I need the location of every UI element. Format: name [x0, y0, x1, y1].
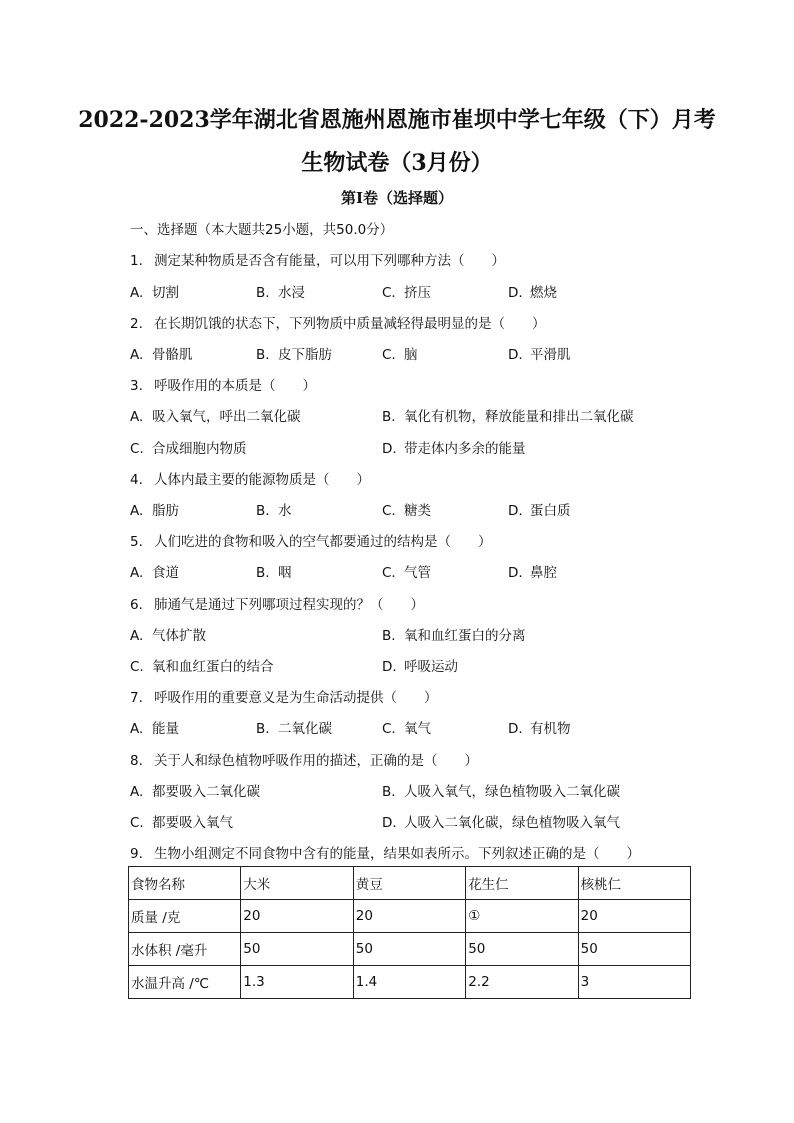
table-header-row: [129, 867, 691, 900]
question-text: 在长期饥饿的状态下，下列物质中质量减轻得最明显的是（ ）: [154, 316, 546, 332]
option-2d: D. 平滑肌: [508, 347, 571, 363]
question-number: 9.: [130, 846, 143, 862]
option-7a: A. 能量: [130, 721, 179, 737]
option-2a: A. 骨骼肌: [130, 347, 193, 363]
question-text: 关于人和绿色植物呼吸作用的描述，正确的是（ ）: [154, 753, 478, 769]
option-4b: B. 水: [256, 503, 292, 519]
question-number: 8.: [130, 753, 143, 769]
food-energy-table: [128, 866, 691, 999]
option-4d: D. 蛋白质: [508, 503, 571, 519]
table-cell: 大米: [241, 867, 353, 900]
question-number: 5.: [130, 534, 143, 550]
table-row: [129, 900, 691, 933]
option-7c: C. 氧气: [382, 721, 431, 737]
table-cell: 质量 /克: [129, 900, 241, 933]
question-text: 测定某种物质是否含有能量，可以用下列哪种方法（ ）: [154, 253, 505, 269]
question-number: 3.: [130, 378, 143, 394]
table-cell: 食物名称: [129, 867, 241, 900]
table-cell: 20: [353, 900, 465, 933]
question-5: [130, 530, 492, 550]
option-1a: A. 切割: [130, 285, 179, 301]
option-8a: A. 都要吸入二氧化碳: [130, 784, 260, 800]
question-text: 人体内最主要的能源物质是（ ）: [154, 472, 370, 488]
option-2b: B. 皮下脂肪: [256, 347, 332, 363]
question-4: [130, 468, 370, 488]
question-2: [130, 312, 546, 332]
option-5c: C. 气管: [382, 565, 431, 581]
question-text: 人们吃进的食物和吸入的空气都要通过的结构是（ ）: [154, 534, 492, 550]
option-6a: A. 气体扩散: [130, 628, 206, 644]
question-number: 1.: [130, 253, 143, 269]
table-cell: 20: [241, 900, 353, 933]
volume-heading: 第I卷（选择题）: [340, 189, 454, 207]
option-3b: B. 氧化有机物，释放能量和排出二氧化碳: [382, 409, 634, 425]
table-cell: 黄豆: [353, 867, 465, 900]
question-text: 生物小组测定不同食物中含有的能量，结果如表所示。下列叙述正确的是（ ）: [154, 846, 640, 862]
option-6d: D. 呼吸运动: [382, 659, 458, 675]
option-4c: C. 糖类: [382, 503, 431, 519]
question-3: [130, 374, 316, 394]
option-3d: D. 带走体内多余的能量: [382, 441, 526, 457]
table-cell: 1.4: [353, 966, 465, 999]
option-1d: D. 燃烧: [508, 285, 557, 301]
question-text: 呼吸作用的重要意义是为生命活动提供（ ）: [154, 690, 438, 706]
table-cell: 2.2: [466, 966, 578, 999]
table-cell: 50: [241, 933, 353, 966]
table-row: [129, 966, 691, 999]
question-number: 7.: [130, 690, 143, 706]
option-1c: C. 挤压: [382, 285, 431, 301]
option-5d: D. 鼻腔: [508, 565, 557, 581]
option-3c: C. 合成细胞内物质: [130, 441, 247, 457]
table-row: [129, 933, 691, 966]
option-4a: A. 脂肪: [130, 503, 179, 519]
option-5b: B. 咽: [256, 565, 292, 581]
option-7d: D. 有机物: [508, 721, 571, 737]
question-number: 6.: [130, 597, 143, 613]
option-8d: D. 人吸入二氧化碳，绿色植物吸入氧气: [382, 815, 620, 831]
question-9: [130, 842, 640, 862]
question-text: 呼吸作用的本质是（ ）: [154, 378, 316, 394]
option-8c: C. 都要吸入氧气: [130, 815, 233, 831]
table-cell: 核桃仁: [578, 867, 690, 900]
question-6: [130, 593, 424, 613]
table-cell: 50: [466, 933, 578, 966]
table-cell: 50: [578, 933, 690, 966]
exam-title-line1: 2022-2023学年湖北省恩施州恩施市崔坝中学七年级（下）月考: [78, 107, 716, 133]
option-3a: A. 吸入氧气，呼出二氧化碳: [130, 409, 301, 425]
question-1: [130, 249, 505, 269]
question-8: [130, 749, 478, 769]
option-6c: C. 氧和血红蛋白的结合: [130, 659, 274, 675]
option-8b: B. 人吸入氧气，绿色植物吸入二氧化碳: [382, 784, 620, 800]
table-cell: 花生仁: [466, 867, 578, 900]
question-text: 肺通气是通过下列哪项过程实现的？（ ）: [154, 597, 424, 613]
question-number: 4.: [130, 472, 143, 488]
option-5a: A. 食道: [130, 565, 179, 581]
table-cell: ①: [466, 900, 578, 933]
option-6b: B. 氧和血红蛋白的分离: [382, 628, 526, 644]
table-cell: 水体积 /毫升: [129, 933, 241, 966]
question-number: 2.: [130, 316, 143, 332]
table-cell: 3: [578, 966, 690, 999]
option-1b: B. 水浸: [256, 285, 305, 301]
table-cell: 水温升高 /℃: [129, 966, 241, 999]
option-2c: C. 脑: [382, 347, 418, 363]
table-cell: 1.3: [241, 966, 353, 999]
table-cell: 20: [578, 900, 690, 933]
section-heading: 一、选择题（本大题共25小题，共50.0分）: [130, 222, 394, 238]
question-7: [130, 686, 438, 706]
exam-title-line2: 生物试卷（3月份）: [301, 150, 493, 176]
option-7b: B. 二氧化碳: [256, 721, 332, 737]
table-cell: 50: [353, 933, 465, 966]
